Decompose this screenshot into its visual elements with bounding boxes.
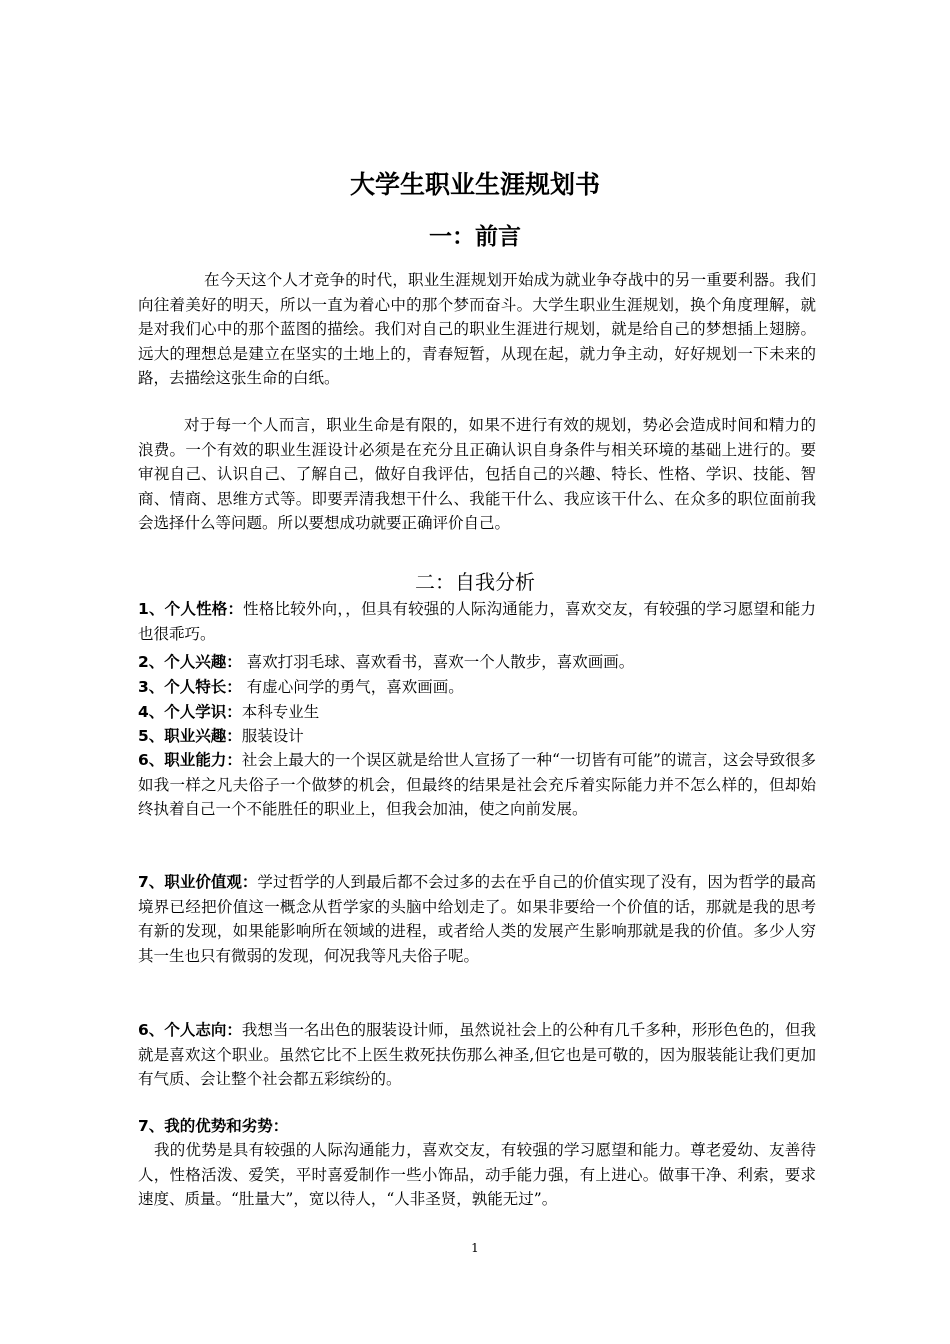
section-heading-self-analysis: 二：自我分析 [415, 570, 535, 594]
item-label: 3、个人特长： [138, 678, 242, 696]
item-education [138, 700, 816, 725]
section-heading-preface: 一：前言 [429, 224, 521, 250]
item-text: 性格比较外向，，但具有较强的人际沟通能力，喜欢交友，有较强的学习愿望和能力也很乖巧。 [138, 600, 816, 643]
item-text: 喜欢打羽毛球、喜欢看书，喜欢一个人散步，喜欢画画。 [241, 653, 635, 671]
item-aspiration [138, 1018, 816, 1092]
item-career-interest [138, 724, 816, 749]
item-career-values [138, 870, 816, 968]
strengths-paragraph: 我的优势是具有较强的人际沟通能力，喜欢交友，有较强的学习愿望和能力。尊老爱幼、友善待人，性格活泼、爱笑，平时喜爱制作一些小饰品，动手能力强，有上进心。做事干净、利索，要求速度、质量。“肚量大”，宽以待人，“人非圣贤，孰能无过”。 [138, 1141, 816, 1209]
item-text: 服装设计 [241, 727, 304, 745]
item-label: 5、职业兴趣： [138, 727, 242, 745]
document-title: 大学生职业生涯规划书 [349, 170, 600, 199]
item-text: 学过哲学的人到最后都不会过多的去在乎自己的价值实现了没有，因为哲学的最高境界已经把价值这一概念从哲学家的头脑中给划走了。如果非要给一个价值的话，那就是我的思考有新的发现，如果能影响所在领域的进程，或者给人类的发展产生影响那就是我的价值。多少人穷其一生也只有微弱的发现，何况我等凡夫俗子呢。 [138, 873, 816, 965]
item-text: 有虚心问学的勇气，喜欢画画。 [241, 678, 464, 696]
intro-paragraph-1: 在今天这个人才竞争的时代，职业生涯规划开始成为就业争夺战中的另一重要利器。我们向往着美好的明天，所以一直为着心中的那个梦而奋斗。大学生职业生涯规划，换个角度理解，就是对我们心中的那个蓝图的描绘。我们对自己的职业生涯进行规划，就是给自己的梦想插上翅膀。远大的理想总是建立在坚实的土地上的，青春短暂，从现在起，就力争主动，好好规划一下未来的路，去描绘这张生命的白纸。 [138, 271, 816, 388]
item-label: 7、我的优势和劣势： [138, 1117, 289, 1135]
item-specialties [138, 675, 816, 700]
item-label: 6、个人志向： [138, 1021, 242, 1039]
item-label: 1、个人性格： [138, 600, 244, 618]
item-text: 社会上最大的一个误区就是给世人宣扬了一种“一切皆有可能”的谎言，这会导致很多如我一样之凡夫俗子一个做梦的机会，但最终的结果是社会充斥着实际能力并不怎么样的，但却始终执着自己一个不能胜任的职业上，但我会加油，使之向前发展。 [138, 751, 816, 819]
page-number: 1 [471, 1241, 479, 1255]
item-label: 2、个人兴趣： [138, 653, 242, 671]
item-label: 4、个人学识： [138, 703, 242, 721]
item-career-ability [138, 748, 816, 822]
item-label: 6、职业能力： [138, 751, 242, 769]
intro-paragraph-2: 对于每一个人而言，职业生命是有限的，如果不进行有效的规划，势必会造成时间和精力的浪费。一个有效的职业生涯设计必须是在充分且正确认识自身条件与相关环境的基础上进行的。要审视自己、认识自己、了解自己，做好自我评估，包括自己的兴趣、特长、性格、学识、技能、智商、情商、思维方式等。即要弄清我想干什么、我能干什么、我应该干什么、在众多的职位面前我会选择什么等问题。所以要想成功就要正确评价自己。 [138, 416, 816, 533]
item-text: 本科专业生 [241, 703, 320, 721]
item-label: 7、职业价值观： [138, 873, 258, 891]
item-interests [138, 650, 816, 675]
item-text: 我想当一名出色的服装设计师，虽然说社会上的公种有几千多种，形形色色的，但我就是喜欢这个职业。虽然它比不上医生救死扶伤那么神圣,但它也是可敬的，因为服装能让我们更加有气质、会让整个社会都五彩缤纷的。 [138, 1021, 816, 1089]
item-personality [138, 597, 816, 646]
item-strengths-weaknesses [138, 1114, 816, 1139]
